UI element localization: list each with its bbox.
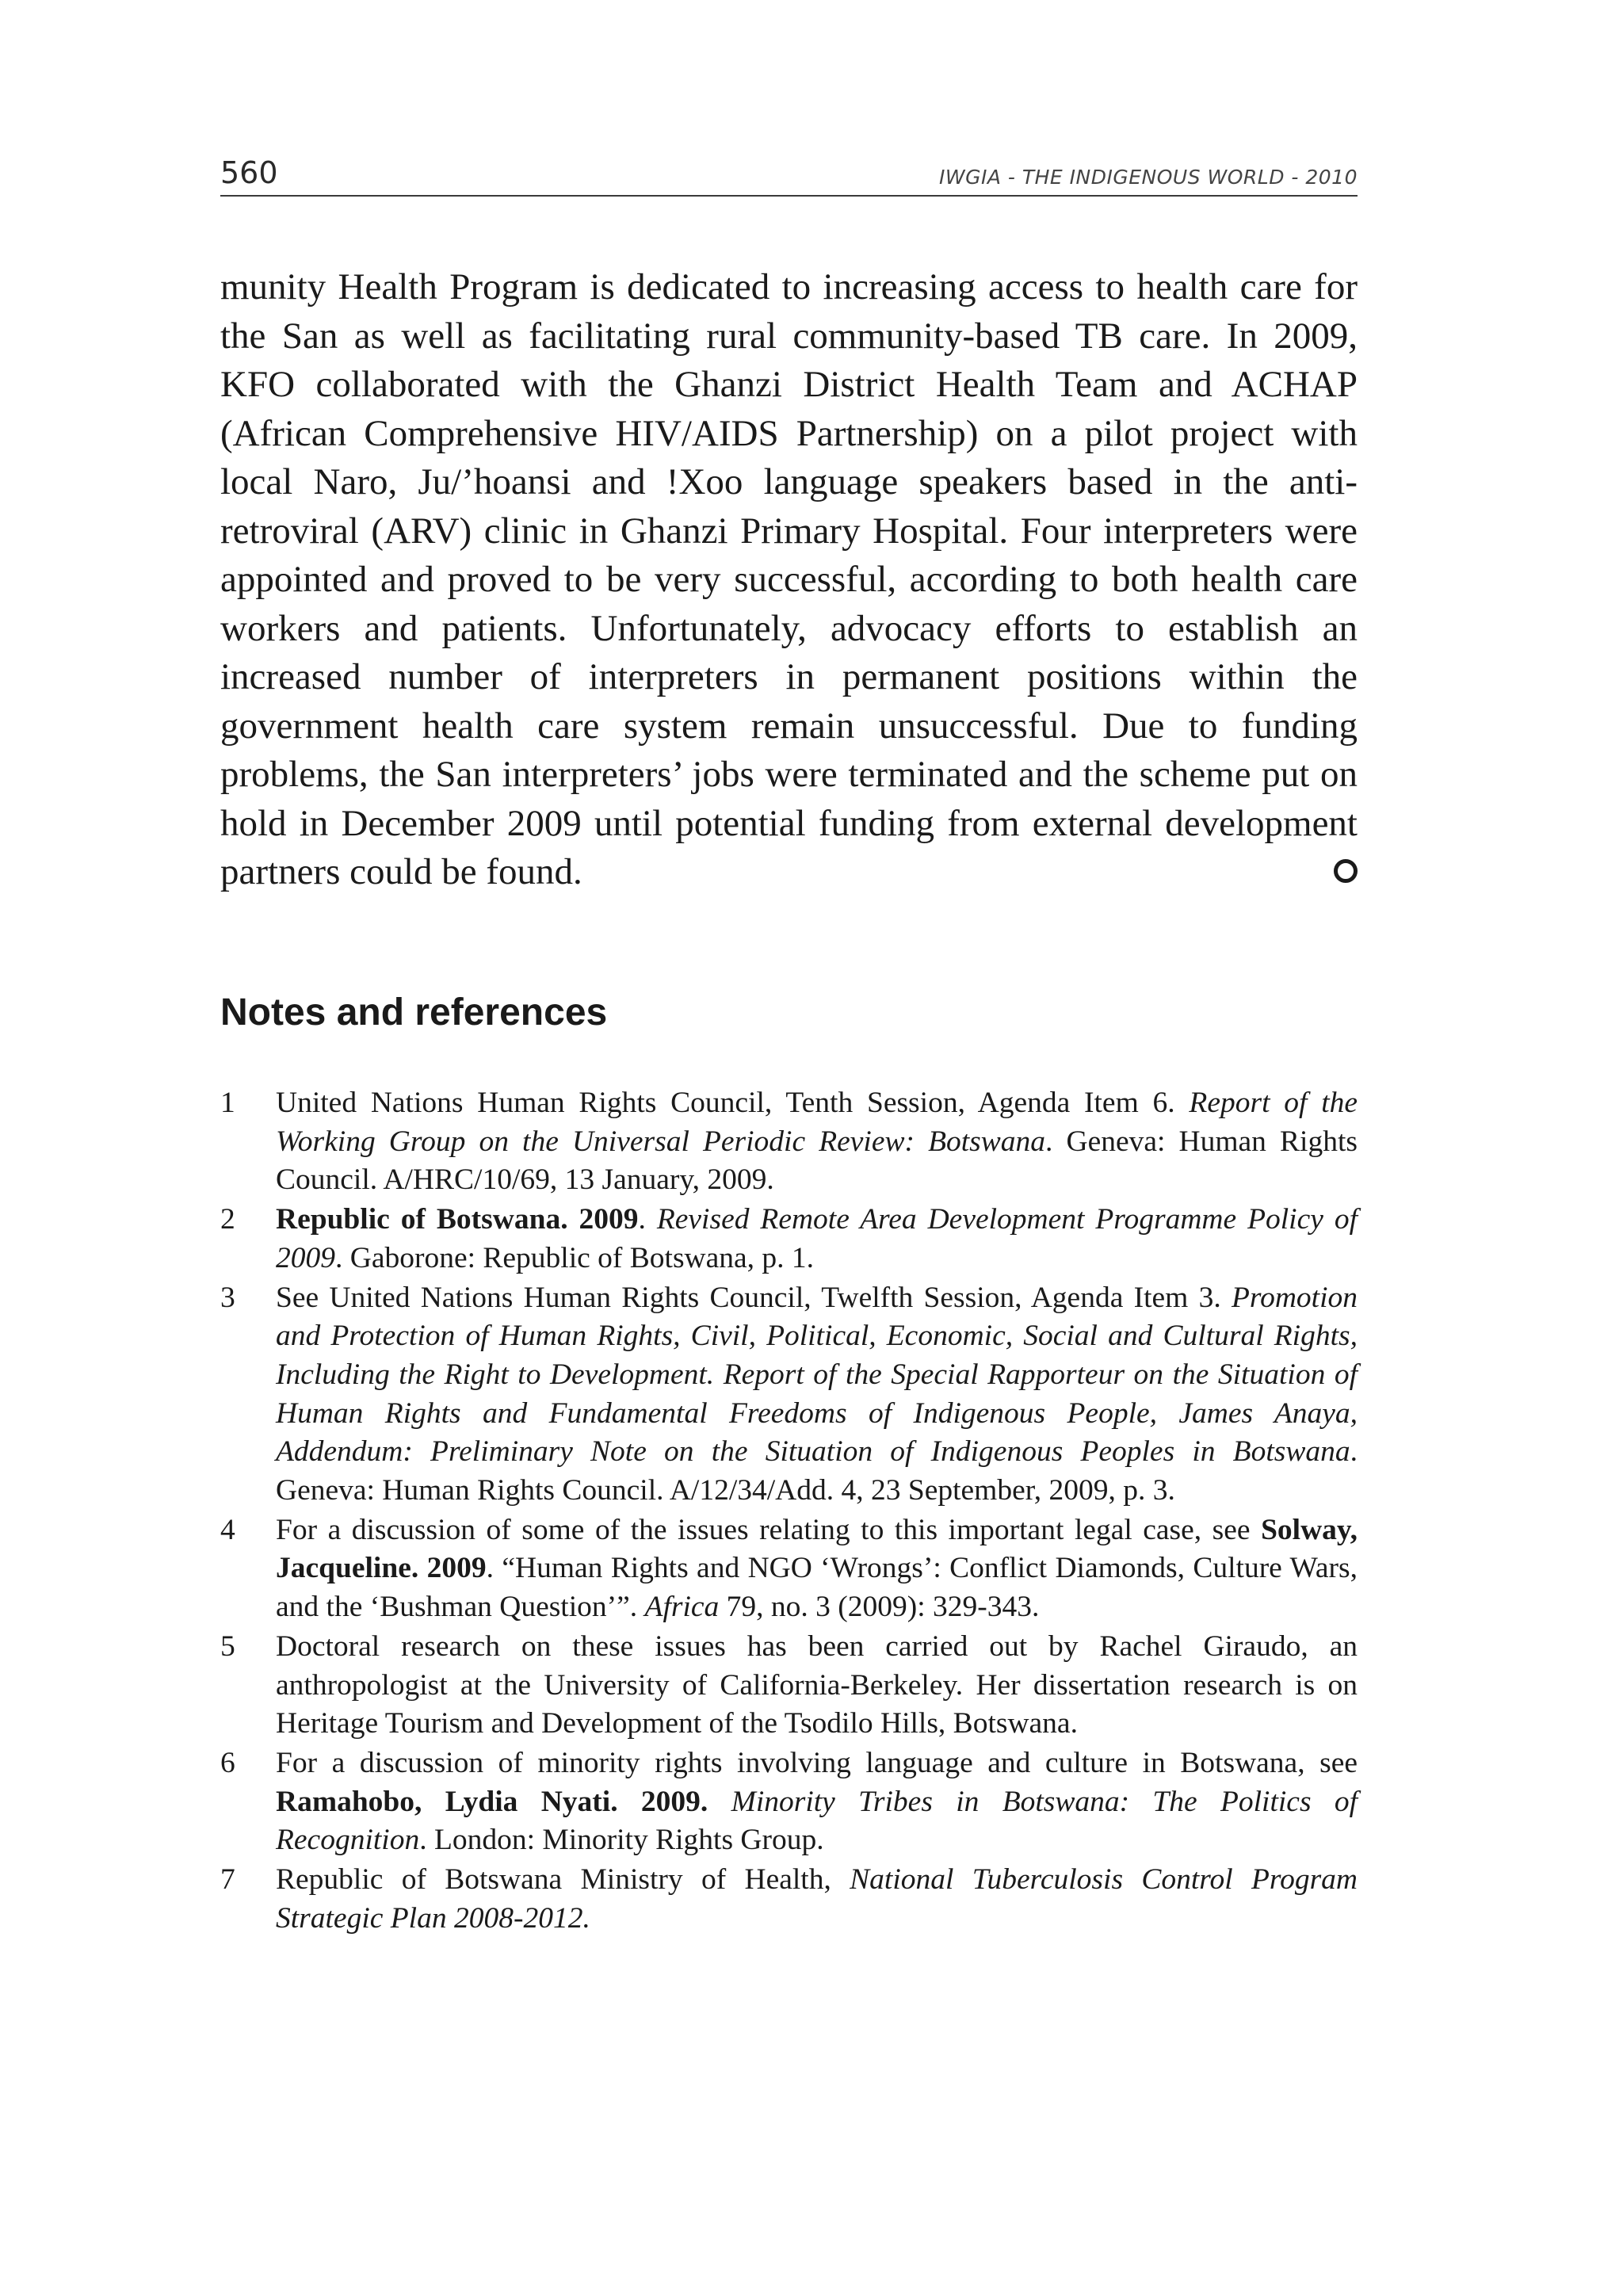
body-paragraph-text: munity Health Program is dedicated to increasing access to health care for the San as well as facilitating rural community-based TB care. In 2009, KFO collaborated with the Ghanzi District Health Team and ACHAP (African Comprehensive HIV/AIDS Partnership) on a pilot project with local Naro, Ju/’hoansi and !Xoo language speakers based in the anti-retroviral (ARV) clinic in Ghanzi Primary Hospital. Four interpreters were appointed and proved to be very successful, according to both health care workers and patients. Unfortunately, advocacy efforts to establish an increased number of interpreters in permanent positions within the government health care system remain unsuccessful. Due to funding problems, the San interpreters’ jobs were terminated and the scheme put on hold in December 2009 until potential funding from external development partners could be found. — [220, 266, 1358, 892]
note-title-italic: Promotion and Protection of Human Rights, Civil, Political, Economic, Social and Cultural Rights, Including the Right to Development. Report of the Special Rapporteur on the Situation of Human Rights and Fundamental Freedoms of Indigenous People, James Anaya, Addendum: Preliminary Note on the Situation of Indigenous Peoples in Botswana — [276, 1281, 1358, 1469]
note-item-7 — [220, 1861, 1358, 1938]
note-number: 1 — [220, 1087, 235, 1119]
note-text: . Geneva: Human Rights Council. A/HRC/10/69, 13 January, 2009. — [276, 1125, 1358, 1197]
note-number: 3 — [220, 1281, 235, 1314]
note-text — [708, 1786, 731, 1818]
notes-heading: Notes and references — [220, 991, 608, 1033]
note-number: 4 — [220, 1513, 235, 1546]
note-text: For a discussion of some of the issues relating to this important legal case, see — [276, 1513, 1262, 1546]
notes-list — [220, 1084, 1358, 1939]
running-header — [220, 151, 1358, 197]
note-item-4 — [220, 1511, 1358, 1627]
note-text: Republic of Botswana Ministry of Health, — [276, 1863, 850, 1897]
note-number: 2 — [220, 1203, 235, 1236]
note-number: 6 — [220, 1746, 235, 1779]
note-number: 5 — [220, 1629, 235, 1663]
note-item-3 — [220, 1279, 1358, 1511]
note-author-bold: Solway, Jacqueline. 2009 — [276, 1513, 1358, 1585]
note-title-italic: Revised Remote Area Development Programme Policy of 2009 — [276, 1203, 1358, 1274]
note-item-1 — [220, 1084, 1358, 1200]
note-text: Doctoral research on these issues has been carried out by Rachel Giraudo, an anthropologist at the University of California-Berkeley. Her dissertation research is on Heritage Tourism and Development of the Tsodilo Hills, Botswana. — [276, 1629, 1358, 1740]
note-number: 7 — [220, 1863, 235, 1897]
body-paragraph — [220, 263, 1358, 897]
note-text: For a discussion of minority rights involving language and culture in Botswana, see — [276, 1746, 1358, 1779]
note-item-5 — [220, 1628, 1358, 1744]
running-title: IWGIA - THE INDIGENOUS WORLD - 2010 — [938, 166, 1358, 189]
note-text: See United Nations Human Rights Council, Twelfth Session, Agenda Item 3. — [276, 1281, 1232, 1314]
end-of-article-circle-icon — [1334, 859, 1358, 883]
note-text: . “Human Rights and NGO ‘Wrongs’: Conflict Diamonds, Culture Wars, and the ‘Bushman Question’”. — [276, 1552, 1358, 1624]
note-text: . Gaborone: Republic of Botswana, p. 1. — [335, 1241, 815, 1274]
note-text: 79, no. 3 (2009): 329-343. — [719, 1591, 1040, 1624]
page-number: 560 — [220, 155, 278, 190]
note-text: . Geneva: Human Rights Council. A/12/34/Add. 4, 23 September, 2009, p. 3. — [276, 1435, 1358, 1507]
note-title-italic: Africa — [644, 1591, 720, 1624]
note-author-bold: Republic of Botswana. 2009 — [276, 1203, 639, 1236]
note-title-italic: National Tuberculosis Control Program Strategic Plan 2008-2012. — [276, 1863, 1358, 1935]
note-item-6 — [220, 1744, 1358, 1860]
note-title-italic: Report of the Working Group on the Universal Periodic Review: Botswana — [276, 1087, 1358, 1158]
note-item-2 — [220, 1201, 1358, 1278]
note-text: . — [638, 1203, 657, 1236]
note-text: United Nations Human Rights Council, Tenth Session, Agenda Item 6. — [276, 1087, 1190, 1119]
note-author-bold: Ramahobo, Lydia Nyati. 2009. — [276, 1785, 708, 1818]
note-title-italic: Minority Tribes in Botswana: The Politics of Recognition — [276, 1785, 1358, 1857]
note-text: . London: Minority Rights Group. — [419, 1824, 824, 1857]
